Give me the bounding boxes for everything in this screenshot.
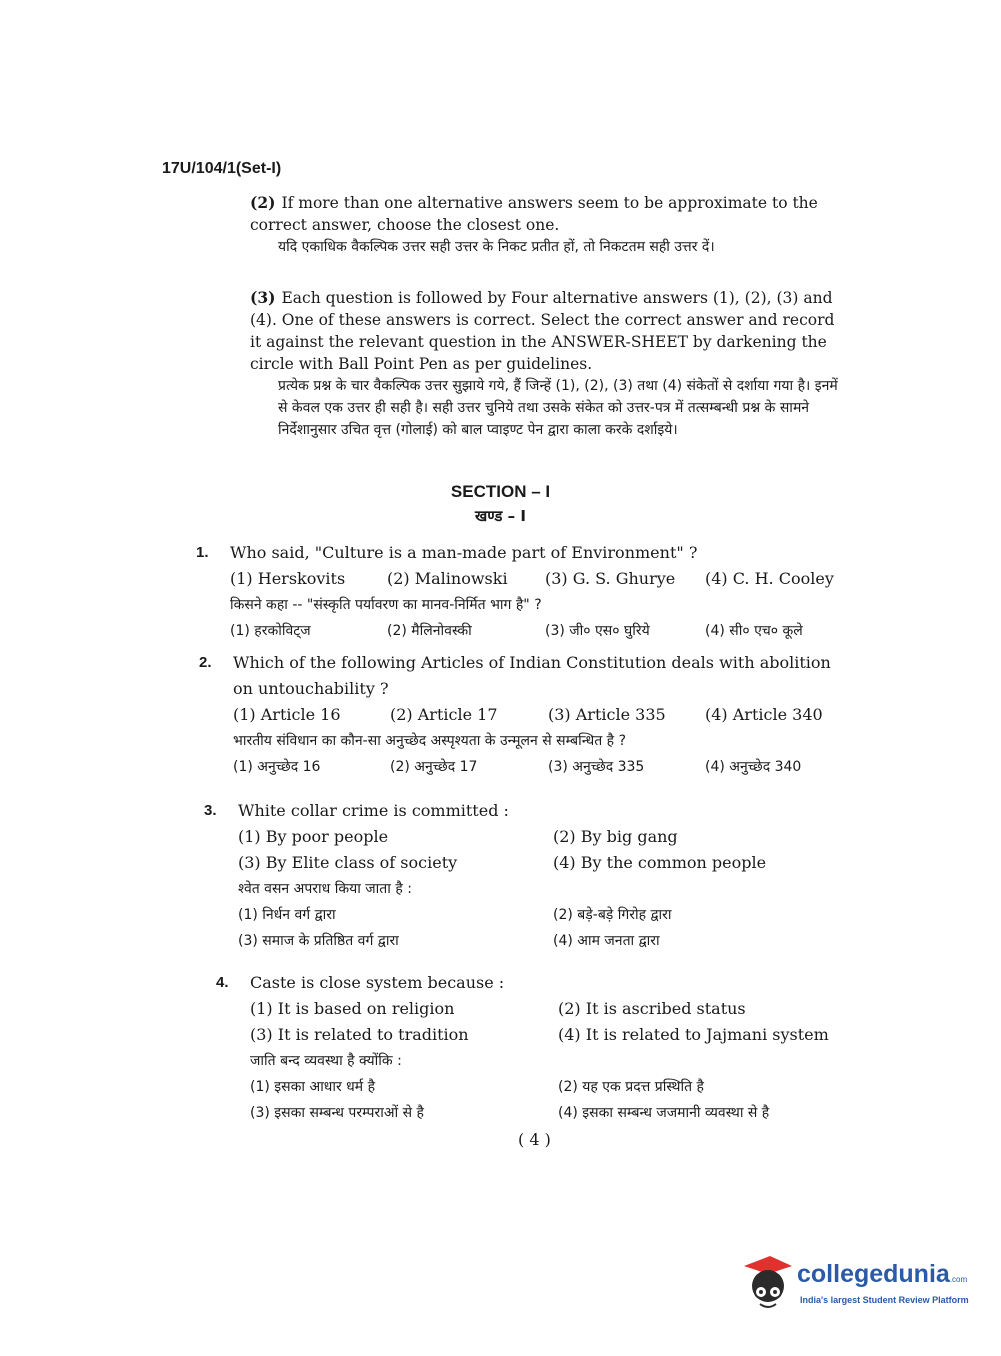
question-text: Caste is close system because : <box>250 973 505 992</box>
instruction-text-hi: प्रत्येक प्रश्न के चार वैकल्पिक उत्तर सुझाये गये, हैं जिन्हें (1), (2), (3) तथा (4) संकेतों से दर्शाया गया है। इनमें से केवल एक उत्तर ही सही है। सही उत्तर चुनिये तथा उसके संकेत को उत्तर-पत्र में तत्सम्बन्धी प्रश्न के सामने निर्देशानुसार उचित वृत्त (गोलाई) को बाल प्वाइण्ट पेन द्वारा काला करके दर्शाइये। <box>278 378 838 438</box>
logo-suffix: .com <box>949 1275 968 1284</box>
logo-name: collegedunia <box>797 1260 950 1288</box>
option-2[interactable]: (2) By big gang <box>553 827 678 846</box>
option-3[interactable]: (3) By Elite class of society <box>238 853 458 872</box>
option-2-hindi[interactable]: (2) अनुच्छेद 17 <box>390 759 478 775</box>
instruction-text-en: If more than one alternative answers seem to be approximate to the correct answer, choose the closest one. <box>250 194 818 234</box>
option-3-hindi[interactable]: (3) जी० एस० घुरिये <box>545 623 650 639</box>
option-2-hindi[interactable]: (2) मैलिनोवस्की <box>387 623 472 639</box>
option-4[interactable]: (4) C. H. Cooley <box>705 569 834 588</box>
options-en <box>250 996 870 1048</box>
collegedunia-logo[interactable] <box>740 1250 970 1320</box>
option-4-hindi[interactable]: (4) अनुच्छेद 340 <box>705 759 802 775</box>
option-4[interactable]: (4) It is related to Jajmani system <box>558 1025 829 1044</box>
options-hi <box>230 618 850 644</box>
instruction-number: (3) <box>250 288 276 307</box>
option-2[interactable]: (2) Article 17 <box>390 705 498 724</box>
mascot-icon <box>740 1252 796 1314</box>
question-4 <box>216 970 870 1126</box>
logo-wordmark <box>797 1260 967 1289</box>
option-3-hindi[interactable]: (3) इसका सम्बन्ध परम्पराओं से है <box>250 1105 424 1121</box>
option-4[interactable]: (4) Article 340 <box>705 705 823 724</box>
section-title: SECTION – I <box>450 482 551 501</box>
question-text: Who said, "Culture is a man-made part of Environment" ? <box>230 543 698 562</box>
paper-code: 17U/104/1(Set-I) <box>162 160 282 177</box>
option-3[interactable]: (3) Article 335 <box>548 705 666 724</box>
question-text-hindi: जाति बन्द व्यवस्था है क्योंकि : <box>250 1053 402 1069</box>
option-4-hindi[interactable]: (4) इसका सम्बन्ध जजमानी व्यवस्था से है <box>558 1105 770 1121</box>
question-number: 2. <box>199 654 212 671</box>
question-2 <box>199 650 853 780</box>
options-hi <box>233 754 853 780</box>
instruction-number: (2) <box>250 193 276 212</box>
option-4[interactable]: (4) By the common people <box>553 853 767 872</box>
option-4-hindi[interactable]: (4) आम जनता द्वारा <box>553 933 660 949</box>
instruction-2 <box>250 192 850 258</box>
options-en <box>230 566 850 592</box>
question-number: 3. <box>204 802 217 819</box>
instruction-3 <box>250 287 850 441</box>
question-text-hindi: किसने कहा -- "संस्कृति पर्यावरण का मानव-निर्मित भाग है" ? <box>230 597 542 613</box>
question-number: 4. <box>216 974 229 991</box>
option-1[interactable]: (1) Article 16 <box>233 705 341 724</box>
option-2[interactable]: (2) It is ascribed status <box>558 999 746 1018</box>
option-1[interactable]: (1) Herskovits <box>230 569 346 588</box>
question-text-hindi: भारतीय संविधान का कौन-सा अनुच्छेद अस्पृश्यता के उन्मूलन से सम्बन्धित है ? <box>233 733 626 749</box>
option-1[interactable]: (1) By poor people <box>238 827 389 846</box>
option-2-hindi[interactable]: (2) बड़े-बड़े गिरोह द्वारा <box>553 907 672 923</box>
options-en <box>233 702 853 728</box>
option-1-hindi[interactable]: (1) निर्धन वर्ग द्वारा <box>238 907 336 923</box>
option-3-hindi[interactable]: (3) समाज के प्रतिष्ठित वर्ग द्वारा <box>238 933 399 949</box>
page-number: ( 4 ) <box>518 1130 551 1149</box>
option-2-hindi[interactable]: (2) यह एक प्रदत्त प्रस्थिति है <box>558 1079 704 1095</box>
option-2[interactable]: (2) Malinowski <box>387 569 508 588</box>
logo-tagline: India's largest Student Review Platform <box>800 1295 969 1305</box>
question-text: Which of the following Articles of Indian Constitution deals with abolition on untouchability ? <box>233 653 831 698</box>
option-1-hindi[interactable]: (1) हरकोविट्ज <box>230 623 311 639</box>
question-text-hindi: श्वेत वसन अपराध किया जाता है : <box>238 881 412 897</box>
option-3[interactable]: (3) It is related to tradition <box>250 1025 469 1044</box>
instruction-text-en: Each question is followed by Four alternative answers (1), (2), (3) and (4). One of these answers is correct. Select the correct answer and record it against the relevant question in the ANSWER-SHEET by darkening the circle with Ball Point Pen as per guidelines. <box>250 289 835 373</box>
option-3-hindi[interactable]: (3) अनुच्छेद 335 <box>548 759 645 775</box>
instruction-text-hi: यदि एकाधिक वैकल्पिक उत्तर सही उत्तर के निकट प्रतीत हों, तो निकटतम सही उत्तर दें। <box>278 239 715 255</box>
options-en <box>238 824 858 876</box>
option-1-hindi[interactable]: (1) अनुच्छेद 16 <box>233 759 321 775</box>
section-title-hindi: खण्ड – I <box>475 507 526 525</box>
option-1[interactable]: (1) It is based on religion <box>250 999 455 1018</box>
option-1-hindi[interactable]: (1) इसका आधार धर्म है <box>250 1079 376 1095</box>
options-hi <box>250 1074 870 1126</box>
option-4-hindi[interactable]: (4) सी० एच० कूले <box>705 623 803 639</box>
options-hi <box>238 902 858 954</box>
question-3 <box>204 798 858 954</box>
question-number: 1. <box>196 544 209 561</box>
option-3[interactable]: (3) G. S. Ghurye <box>545 569 676 588</box>
question-text: White collar crime is committed : <box>238 801 509 820</box>
question-1 <box>196 540 850 644</box>
